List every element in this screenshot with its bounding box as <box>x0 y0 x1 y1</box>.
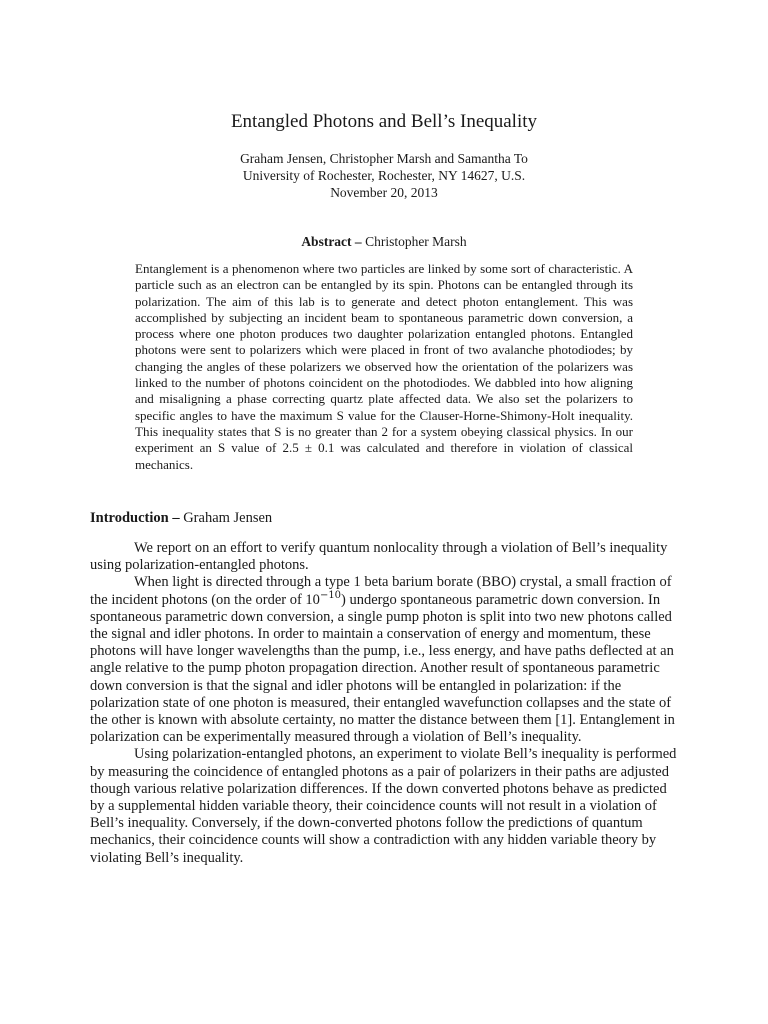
introduction-paragraph-1: We report on an effort to verify quantum nonlocality through a violation of Bell’s inequality using polarization-entangled photons. <box>90 540 668 574</box>
introduction-body <box>90 540 680 867</box>
abstract-heading <box>0 233 768 250</box>
abstract-text: Entanglement is a phenomenon where two particles are linked by some sort of characteristic. A particle such as an electron can be entangled by its spin. Photons can be entangled through its polarization. The aim of this lab is to generate and detect photon entanglement. This was accomplished by subjecting an incident beam to spontaneous parametric down conversion, a process where one photon produces two daughter polarization entangled photons. Entangled photons were sent to polarizers which were placed in front of two avalanche photodiodes; by changing the angles of these polarizers we observed how the orientation of the polarizers was linked to the number of photons coincident on the photodiodes. We dabbled into how aligning and misaligning a phase correcting quartz plate affected data. We also set the polarizers to specific angles to have the maximum S value for the Clauser-Horne-Shimony-Holt inequality. This inequality states that S is no greater than 2 for a system obeying classical physics. In our experiment an S value of 2.5 ± 0.1 was calculated and therefore in violation of classical mechanics. <box>135 261 633 472</box>
introduction-author: Graham Jensen <box>183 510 273 526</box>
paragraph-2-end: ) undergo spontaneous parametric down conversion. In spontaneous parametric down conversion, a single pump photon is split into two new photons called the signal and idler photons. In order to maintain a conservation of energy and momentum, these photons will have longer wavelengths than the pump, i.e., less energy, and have paths deflected at an angle relative to the pump photon propagation direction. Another result of spontaneous parametric down conversion is that the signal and idler photons will be entangled in polarization: if the polarization state of one photon is measured, their entangled wavefunction collapses and the state of the other is known with absolute certainty, no matter the distance between them [1]. Entanglement in polarization can be experimentally measured through a violation of Bell’s inequality. <box>90 591 675 746</box>
paper-affiliation: University of Rochester, Rochester, NY 14627, U.S. <box>242 168 526 183</box>
paragraph-2-start: When light is directed through a type 1 beta barium borate (BBO) crystal, a small fraction of the incident photons (on the order of 10 <box>90 574 672 608</box>
abstract-label: Abstract – <box>301 234 362 249</box>
paper-date: November 20, 2013 <box>330 185 438 200</box>
abstract-author: Christopher Marsh <box>365 234 467 249</box>
introduction-paragraph-2 <box>90 574 680 746</box>
introduction-paragraph-3: Using polarization-entangled photons, an experiment to violate Bell’s inequality is performed by measuring the coincidence of entangled photons as a pair of polarizers in their paths are adjusted though various relative polarization differences. If the down converted photons behave as predicted by a supplemental hidden variable theory, their coincidence counts will not result in a violation of Bell’s inequality. Conversely, if the down-converted photons follow the predictions of quantum mechanics, their coincidence counts will show a contradiction with any hidden variable theory by violating Bell’s inequality. <box>90 746 677 866</box>
exponent: −10 <box>319 589 342 601</box>
paper-title: Entangled Photons and Bell’s Inequality <box>230 111 538 132</box>
introduction-label: Introduction – <box>90 510 180 526</box>
paper-authors: Graham Jensen, Christopher Marsh and Samantha To <box>240 151 528 166</box>
introduction-heading <box>90 509 272 527</box>
